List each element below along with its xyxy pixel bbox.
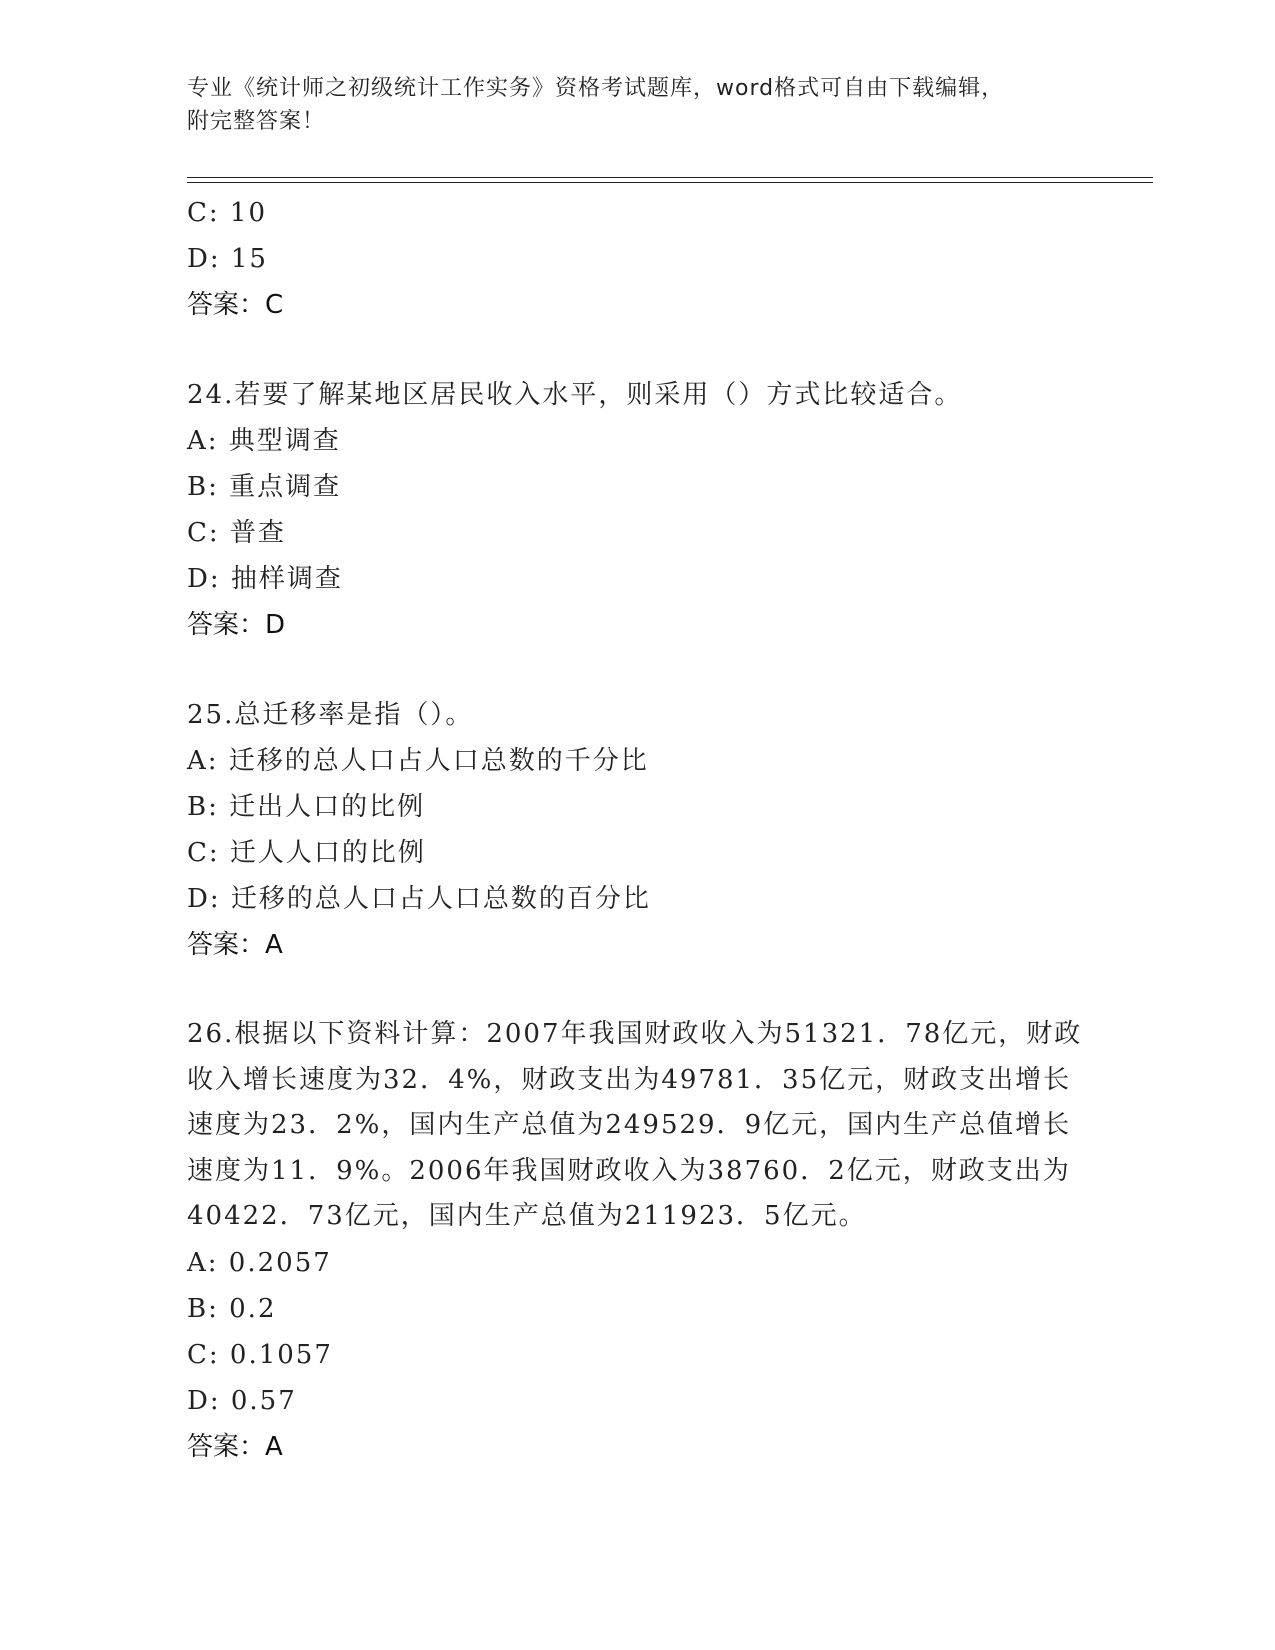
option-b: B: 重点调查 bbox=[187, 472, 342, 502]
option-c: C: 迁人人口的比例 bbox=[187, 838, 426, 868]
question-26-line: 26.根据以下资料计算：2007年我国财政收入为51321．78亿元，财政 bbox=[187, 1019, 1083, 1049]
question-26-line: 40422．73亿元，国内生产总值为211923．5亿元。 bbox=[187, 1201, 867, 1232]
option-c: C: 10 bbox=[187, 198, 268, 228]
answer-line: 答案：C bbox=[187, 290, 284, 320]
page-header bbox=[187, 72, 1087, 138]
spacer bbox=[187, 328, 1087, 372]
option-d: D: 抽样调查 bbox=[187, 564, 343, 594]
option-c: C: 0.1057 bbox=[187, 1339, 333, 1370]
question-24-text: 24.若要了解某地区居民收入水平，则采用（）方式比较适合。 bbox=[187, 380, 963, 410]
option-b: B: 迁出人口的比例 bbox=[187, 792, 426, 822]
question-26-block bbox=[187, 1012, 1087, 1470]
spacer bbox=[187, 968, 1087, 1012]
answer-line: 答案：D bbox=[187, 610, 286, 640]
header-divider-top bbox=[187, 177, 1153, 178]
question-25-text: 25.总迁移率是指（）。 bbox=[187, 700, 474, 730]
header-title-line-2: 附完整答案！ bbox=[187, 109, 326, 134]
option-b: B: 0.2 bbox=[187, 1293, 277, 1324]
prev-question-block bbox=[187, 190, 1087, 328]
option-d: D: 0.57 bbox=[187, 1385, 297, 1416]
option-d: D: 15 bbox=[187, 244, 268, 274]
question-26-text bbox=[187, 1012, 1087, 1240]
question-content bbox=[187, 190, 1087, 1470]
option-d: D: 迁移的总人口占人口总数的百分比 bbox=[187, 884, 651, 914]
option-a: A: 迁移的总人口占人口总数的千分比 bbox=[187, 746, 649, 776]
answer-line: 答案：A bbox=[187, 930, 283, 960]
answer-line: 答案：A bbox=[187, 1431, 283, 1462]
option-a: A: 典型调查 bbox=[187, 426, 341, 456]
header-title-line-1: 专业《统计师之初级统计工作实务》资格考试题库，word格式可自由下载编辑， bbox=[187, 76, 1005, 101]
header-divider-bottom bbox=[187, 182, 1153, 183]
question-25-block bbox=[187, 692, 1087, 968]
question-26-line: 速度为11．9%。2006年我国财政收入为38760．2亿元，财政支出为 bbox=[187, 1155, 1071, 1186]
question-26-line: 速度为23．2%，国内生产总值为249529．9亿元，国内生产总值增长 bbox=[187, 1110, 1072, 1141]
question-26-line: 收入增长速度为32．4%，财政支出为49781．35亿元，财政支出增长 bbox=[187, 1064, 1072, 1095]
question-24-block bbox=[187, 372, 1087, 648]
option-c: C: 普查 bbox=[187, 518, 286, 548]
spacer bbox=[187, 648, 1087, 692]
option-a: A: 0.2057 bbox=[187, 1247, 332, 1278]
